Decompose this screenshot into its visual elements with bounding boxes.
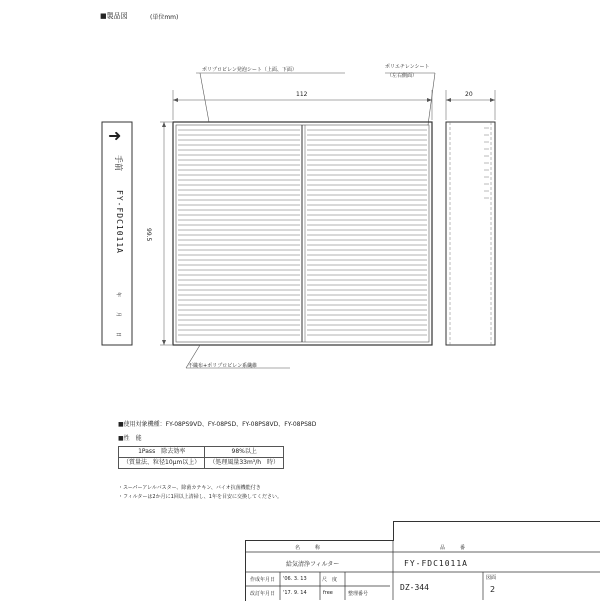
number-label: 品 番	[440, 545, 466, 551]
table-cell: 1Pass 除去効率	[119, 447, 205, 458]
name-label: 名 称	[295, 545, 321, 551]
page-title: ■製品図	[100, 12, 128, 20]
revised-value: '17. 9. 14	[283, 590, 307, 596]
note-2: ・フィルターは2か月に1回以上清掃し、1年を目安に交換してください。	[118, 494, 282, 500]
lot-month: 月	[115, 312, 121, 318]
sheet-value: 2	[490, 585, 496, 594]
height-dimension: 99.5	[145, 228, 152, 242]
table-cell: （質量法、粒径10μm以上）	[119, 458, 205, 469]
sheet-label: 図面	[486, 575, 497, 581]
lot-day: 日	[115, 332, 121, 338]
note-1: ・スーパーアレルバスター、除菌カテキン、バイオ抗菌機能付き	[118, 485, 261, 491]
table-cell: （処理風量33m³/h 時）	[205, 458, 284, 469]
scale-value: free	[323, 590, 333, 596]
created-label: 作成年月日	[250, 577, 276, 583]
models-line: ■使用対象機種：FY-08PS9VD、FY-08PSD、FY-08PS8VD、FY-08PS8D	[118, 421, 317, 428]
drawing-no-value: DZ-344	[400, 583, 429, 592]
model-label: FY-FDC1011A	[115, 190, 124, 254]
unit-label: (単位mm)	[150, 14, 179, 21]
bottom-mesh-callout: 不織布+ポリプロピレン系繊維	[188, 363, 258, 369]
top-sheet-callout: ポリプロピレン発泡シート（上面、下面）	[202, 67, 297, 73]
arrow-icon: ➜	[108, 126, 122, 145]
front-label: 手前	[114, 155, 123, 171]
width-dimension: 112	[296, 91, 308, 98]
number-value: FY-FDC1011A	[404, 559, 468, 568]
performance-heading: ■性 能	[118, 435, 142, 442]
revised-label: 改訂年月日	[250, 591, 276, 597]
created-value: '06. 3. 13	[283, 576, 307, 582]
name-value: 給気清浄フィルター	[286, 561, 340, 568]
scale-label: 尺 度	[322, 577, 338, 583]
depth-dimension: 20	[465, 91, 473, 98]
lot-year: 年	[115, 292, 121, 298]
side-sheet-callout: ポリエチレンシート	[385, 64, 430, 70]
table-cell: 98%以上	[205, 447, 284, 458]
side-sheet-sub-callout: （左右側面）	[387, 73, 418, 79]
drawing-no-label: 整理番号	[348, 591, 369, 597]
